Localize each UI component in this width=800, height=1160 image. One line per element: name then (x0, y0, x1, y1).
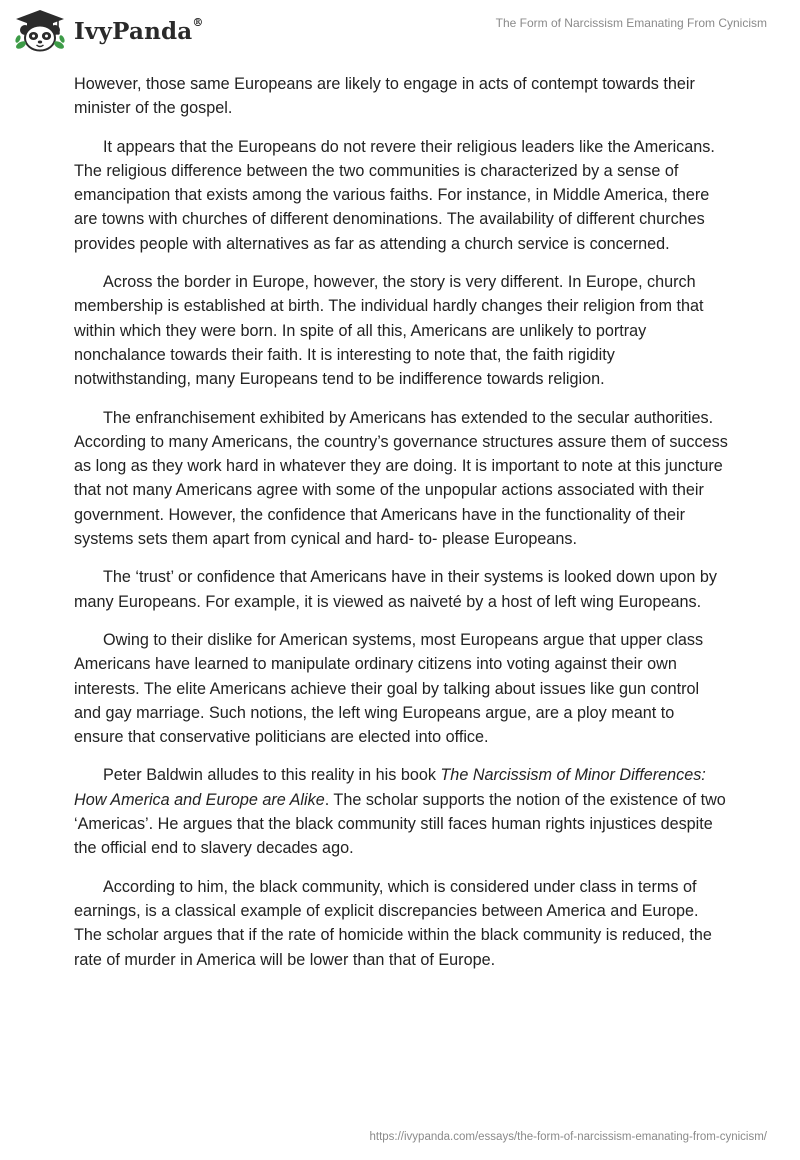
brand-name (74, 15, 204, 45)
paragraph-6: Owing to their dislike for American systems, most Europeans argue that upper class Americans have learned to manipulate ordinary citizens into voting against their own interests. The elite Americans achieve their goal by talking about issues like gun control and gay marriage. Such notions, the left wing Europeans argue, are a ploy meant to ensure that conservative politicians are elected into office. (74, 630, 704, 747)
brand-text: IvyPanda (74, 17, 193, 45)
paragraph-7-rest: . The scholar supports the notion of the existence of two ‘Americas’. He argues that the black community still faces human rights injustices despite the official end to slavery decades ago. (74, 790, 726, 858)
source-url[interactable]: https://ivypanda.com/essays/the-form-of-narcissism-emanating-from-cynicism/ (369, 1131, 767, 1143)
ivypanda-logo[interactable] (14, 8, 204, 52)
paragraph-7 (74, 763, 728, 860)
essay-body (74, 72, 728, 986)
paragraph-3: Across the border in Europe, however, the story is very different. In Europe, church membership is established at birth. The individual hardly changes their religion from that within which they were born. In spite of all this, Americans are unlikely to portray nonchalance towards their faith. It is interesting to note that, the faith rigidity notwithstanding, many Europeans tend to be indifference towards religion. (74, 273, 704, 389)
paragraph-5: The ‘trust’ or confidence that Americans have in their systems is looked down upon by many Europeans. For example, it is viewed as naiveté by a host of left wing Europeans. (74, 568, 717, 611)
panda-graduation-cap-icon (14, 8, 66, 52)
paragraph-8: According to him, the black community, which is considered under class in terms of earnings, is a classical example of explicit discrepancies between America and Europe. The scholar argues that if the rate of homicide within the black community is reduced, the rate of murder in America will be lower than that of Europe. (74, 877, 712, 969)
paragraph-4: The enfranchisement exhibited by Americans has extended to the secular authorities. According to many Americans, the country’s governance structures assure them of success as long as they work hard in whatever they are doing. It is important to note at this juncture that not many Americans agree with some of the unpopular actions associated with their government. However, the confidence that Americans have in the functionality of their systems sets them apart from cynical and hard- to- please Europeans. (74, 408, 728, 549)
document-title: The Form of Narcissism Emanating From Cynicism (495, 16, 767, 30)
paragraph-1: However, those same Europeans are likely to engage in acts of contempt towards their minister of the gospel. (74, 75, 695, 118)
paragraph-7-lead: Peter Baldwin alludes to this reality in his book (103, 766, 441, 785)
page-header (0, 0, 800, 60)
book-title: The Narcissism of Minor Differences: How America and Europe are Alike (74, 766, 706, 809)
registered-mark: ® (192, 15, 204, 29)
paragraph-2: It appears that the Europeans do not revere their religious leaders like the Americans. The religious difference between the two communities is characterized by a sense of emancipation that exists among the various faiths. For instance, in Middle America, there are towns with churches of different denominations. The availability of different churches provides people with alternatives as far as attending a church service is concerned. (74, 137, 715, 253)
